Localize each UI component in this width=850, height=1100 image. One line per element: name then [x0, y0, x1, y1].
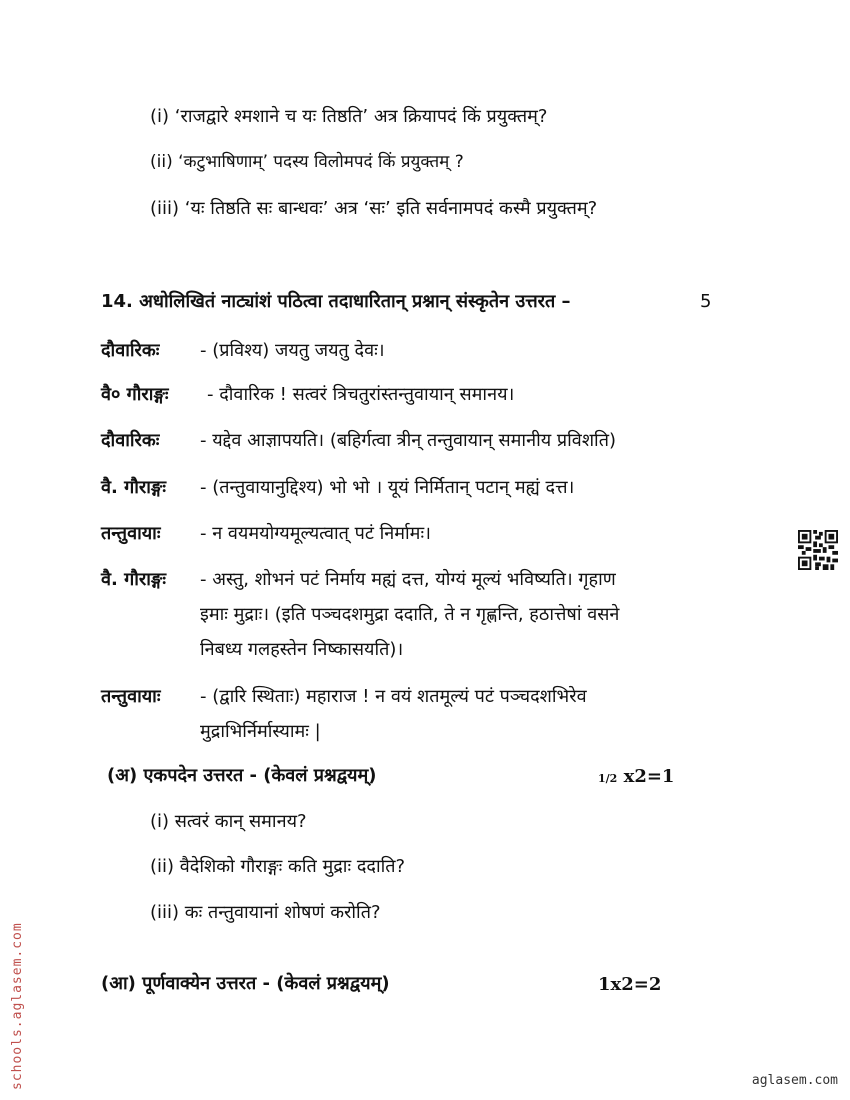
- q13-sub-i: (i) ‘राजद्वारे श्मशाने च यः तिष्ठति’ अत्र क्रियापदं किं प्रयुक्तम्?: [150, 106, 548, 127]
- speaker-gauranga-1: वै० गौराङ्गः: [101, 384, 169, 405]
- speaker-gauranga-2: वै. गौराङ्गः: [101, 477, 166, 498]
- dialogue-line-6a: - अस्तु, शोभनं पटं निर्माय मह्यं दत्त, योग्यं मूल्यं भविष्यति। गृहाण: [200, 569, 616, 590]
- q14-marks: 5: [700, 291, 712, 312]
- dialogue-line-7a: - (द्वारि स्थिताः) महाराज ! न वयं शतमूल्यं पटं पञ्चदशभिरेव: [200, 686, 587, 707]
- dialogue-line-7b: मुद्राभिर्निर्मास्यामः |: [200, 721, 321, 742]
- part-a-sub-ii: (ii) वैदेशिको गौराङ्गः कति मुद्राः ददाति?: [150, 856, 406, 877]
- q14-heading: 14. अधोलिखितं नाट्यांशं पठित्वा तदाधारितान् प्रश्नान् संस्कृतेन उत्तरत –: [101, 291, 571, 312]
- part-aa-heading: (आ) पूर्णवाक्येन उत्तरत - (केवलं प्रश्नद्वयम्): [101, 973, 390, 994]
- dialogue-line-5: - न वयमयोग्यमूल्यत्वात् पटं निर्मामः।: [200, 523, 431, 544]
- footer-watermark: aglasem.com: [751, 1073, 838, 1088]
- speaker-dauvarika-2: दौवारिकः: [101, 430, 160, 451]
- speaker-gauranga-3: वै. गौराङ्गः: [101, 569, 166, 590]
- speaker-tantuvaya-2: तन्तुवायाः: [101, 686, 161, 707]
- part-aa-marks: 1x2=2: [598, 974, 662, 995]
- qr-code-icon: [798, 530, 838, 570]
- speaker-dauvarika-1: दौवारिकः: [101, 340, 160, 361]
- q13-sub-iii: (iii) ‘यः तिष्ठति सः बान्धवः’ अत्र ‘सः’ इति सर्वनामपदं कस्मै प्रयुक्तम्?: [150, 198, 598, 219]
- dialogue-line-6c: निबध्य गलहस्तेन निष्कासयति)।: [200, 639, 404, 660]
- q13-sub-ii: (ii) ‘कटुभाषिणाम्’ पदस्य विलोमपदं किं प्रयुक्तम् ?: [150, 152, 464, 172]
- dialogue-line-2: - दौवारिक ! सत्वरं त्रिचतुरांस्तन्तुवायान् समानय।: [207, 384, 515, 405]
- part-a-heading: (अ) एकपदेन उत्तरत - (केवलं प्रश्नद्वयम्): [107, 765, 377, 786]
- dialogue-line-4: - (तन्तुवायानुद्दिश्य) भो भो । यूयं निर्मितान् पटान् मह्यं दत्त।: [200, 477, 575, 498]
- part-a-sub-iii: (iii) कः तन्तुवायानां शोषणं करोति?: [150, 902, 381, 923]
- part-a-marks-fraction: 1/2: [598, 772, 618, 785]
- dialogue-line-6b: इमाः मुद्राः। (इति पञ्चदशमुद्रा ददाति, ते न गृह्णन्ति, हठात्तेषां वसने: [200, 604, 620, 625]
- part-a-sub-i: (i) सत्वरं कान् समानय?: [150, 811, 307, 832]
- side-watermark: schools.aglasem.com: [10, 922, 25, 1090]
- speaker-tantuvaya-1: तन्तुवायाः: [101, 523, 161, 544]
- dialogue-line-1: - (प्रविश्य) जयतु जयतु देवः।: [200, 340, 385, 361]
- dialogue-line-3: - यद्देव आज्ञापयति। (बहिर्गत्वा त्रीन् तन्तुवायान् समानीय प्रविशति): [200, 430, 616, 451]
- part-a-marks: [598, 766, 674, 787]
- part-a-marks-multiplier: x2=1: [617, 766, 675, 787]
